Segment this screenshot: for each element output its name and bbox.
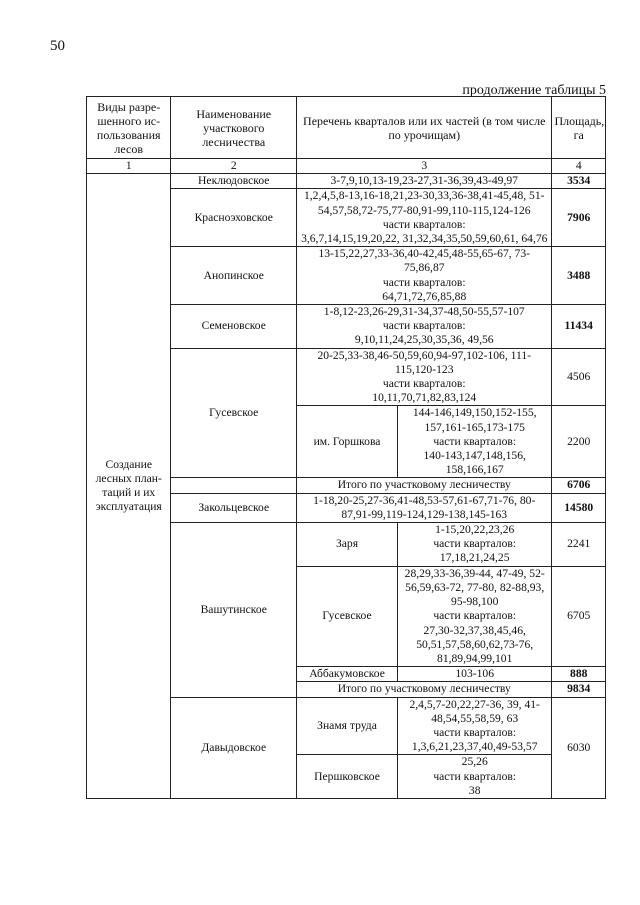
quarter-list	[397, 523, 551, 567]
quarters-parts-label: части кварталов:	[382, 377, 466, 391]
column-number: 1	[87, 159, 171, 174]
header-quarter-list: Перечень кварталов или их частей (в том числе по урочищам)	[297, 97, 552, 159]
usage-type-cell: Создание лесных план-таций и их эксплуатация	[87, 174, 171, 799]
quarter-list	[397, 566, 551, 666]
quarter-list	[397, 406, 551, 478]
quarters-parts-label: части кварталов:	[433, 609, 517, 623]
quarter-list	[297, 348, 552, 406]
quarters-parts: 64,71,72,76,85,88	[382, 289, 467, 303]
table-row	[87, 174, 606, 189]
quarters-full: 1-8,12-23,26-29,31-34,37-48,50-55,57-107	[323, 305, 525, 319]
quarters-parts: 27,30-32,37,38,45,46, 50,51,57,58,60,62,73-76, 81,89,94,99,101	[416, 623, 534, 665]
quarters-parts-label: части кварталов:	[382, 319, 466, 333]
area-value: 11434	[552, 305, 606, 349]
tract-name: Гусевское	[297, 566, 398, 666]
subtotal-value: 6706	[552, 478, 606, 493]
quarters-full: 1,2,4,5,8-13,16-18,21,23-30,33,36-38,41-45,48, 51-54,57,58,72-75,77-80,91-99,110-115,124-126	[303, 189, 545, 217]
quarters-full: 20-25,33-38,46-50,59,60,94-97,102-106, 111-115,120-123	[317, 348, 532, 376]
quarters-parts-label: части кварталов:	[433, 769, 517, 783]
quarters-parts-label: части кварталов:	[433, 434, 517, 448]
area-value: 2241	[552, 523, 606, 567]
table-continuation-caption: продолжение таблицы 5	[462, 83, 606, 98]
quarters-full: 2,4,5,7-20,22,27-36, 39, 41-48,54,55,58,59, 63	[409, 697, 540, 725]
quarter-list: 3-7,9,10,13-19,23-27,31-36,39,43-49,97	[297, 174, 552, 189]
header-forestry-name: Наименование участкового лесничества	[171, 97, 297, 159]
area-value: 888	[552, 667, 606, 682]
header-usage-type: Виды разре-шенного ис-пользования лесов	[87, 97, 171, 159]
quarters-parts: 9,10,11,24,25,30,35,36, 49,56	[354, 333, 494, 347]
quarter-list: 1-18,20-25,27-36,41-48,53-57,61-67,71-76, 80-87,91-99,119-124,129-138,145-163	[297, 493, 552, 522]
quarter-list	[297, 189, 552, 247]
quarter-list	[397, 755, 551, 799]
quarters-full: 1-15,20,22,23,26	[435, 523, 515, 537]
area-value: 6030	[552, 697, 606, 798]
area-value: 4506	[552, 348, 606, 406]
forest-quarters-table	[86, 96, 606, 799]
subtotal-label: Итого по участковому лесничеству	[297, 478, 552, 493]
quarters-full: 28,29,33-36,39-44, 47-49, 52-56,59,63-72, 77-80, 82-88,93, 95-98,100	[404, 566, 545, 609]
forestry-name: Семеновское	[171, 305, 297, 349]
tract-name: Знамя труда	[297, 697, 398, 755]
forestry-name: Красноэховское	[171, 189, 297, 247]
column-number-row	[87, 159, 606, 174]
column-number: 2	[171, 159, 297, 174]
quarters-parts: 140-143,147,148,156, 158,166,167	[423, 449, 526, 477]
quarters-full: 25,26	[461, 755, 488, 769]
area-value: 3488	[552, 247, 606, 305]
tract-name: Першковское	[297, 755, 398, 799]
area-value: 7906	[552, 189, 606, 247]
tract-name: им. Горшкова	[297, 406, 398, 478]
quarters-parts: 10,11,70,71,82,83,124	[372, 391, 477, 405]
forestry-name: Анопинское	[171, 247, 297, 305]
forestry-name: Вашутинское	[171, 523, 297, 697]
quarters-full: 144-146,149,150,152-155, 157,161-165,173-175	[412, 406, 537, 434]
forestry-name: Гусевское	[171, 348, 297, 478]
quarters-parts: 38	[468, 783, 481, 797]
subtotal-label: Итого по участковому лесничеству	[297, 682, 552, 697]
forestry-name: Неклюдовское	[171, 174, 297, 189]
page-number: 50	[50, 38, 65, 54]
quarter-list	[297, 305, 552, 349]
quarters-parts: 1,3,6,21,23,37,40,49-53,57	[411, 740, 538, 754]
area-value: 2200	[552, 406, 606, 478]
forestry-name: Давыдовское	[171, 697, 297, 798]
quarters-parts-label: части кварталов:	[433, 725, 517, 739]
quarter-list	[297, 247, 552, 305]
table-header-row	[87, 97, 606, 159]
quarter-list: 103-106	[397, 667, 551, 682]
column-number: 3	[297, 159, 552, 174]
quarters-parts: 3,6,7,14,15,19,20,22, 31,32,34,35,50,59,60,61, 64,76	[301, 232, 548, 246]
header-area: Площадь, га	[552, 97, 606, 159]
forestry-name: Закольцевское	[171, 493, 297, 522]
quarters-full: 13-15,22,27,33-36,40-42,45,48-55,65-67, 73-75,86,87	[318, 247, 531, 275]
quarters-parts: 17,18,21,24,25	[439, 551, 510, 565]
quarters-parts-label: части кварталов:	[382, 217, 466, 231]
quarters-parts-label: части кварталов:	[433, 537, 517, 551]
subtotal-value: 9834	[552, 682, 606, 697]
tract-name: Заря	[297, 523, 398, 567]
area-value: 14580	[552, 493, 606, 522]
tract-name: Аббакумовское	[297, 667, 398, 682]
quarters-parts-label: части кварталов:	[382, 275, 466, 289]
area-value: 6705	[552, 566, 606, 666]
area-value: 3534	[552, 174, 606, 189]
quarter-list	[397, 697, 551, 755]
column-number: 4	[552, 159, 606, 174]
